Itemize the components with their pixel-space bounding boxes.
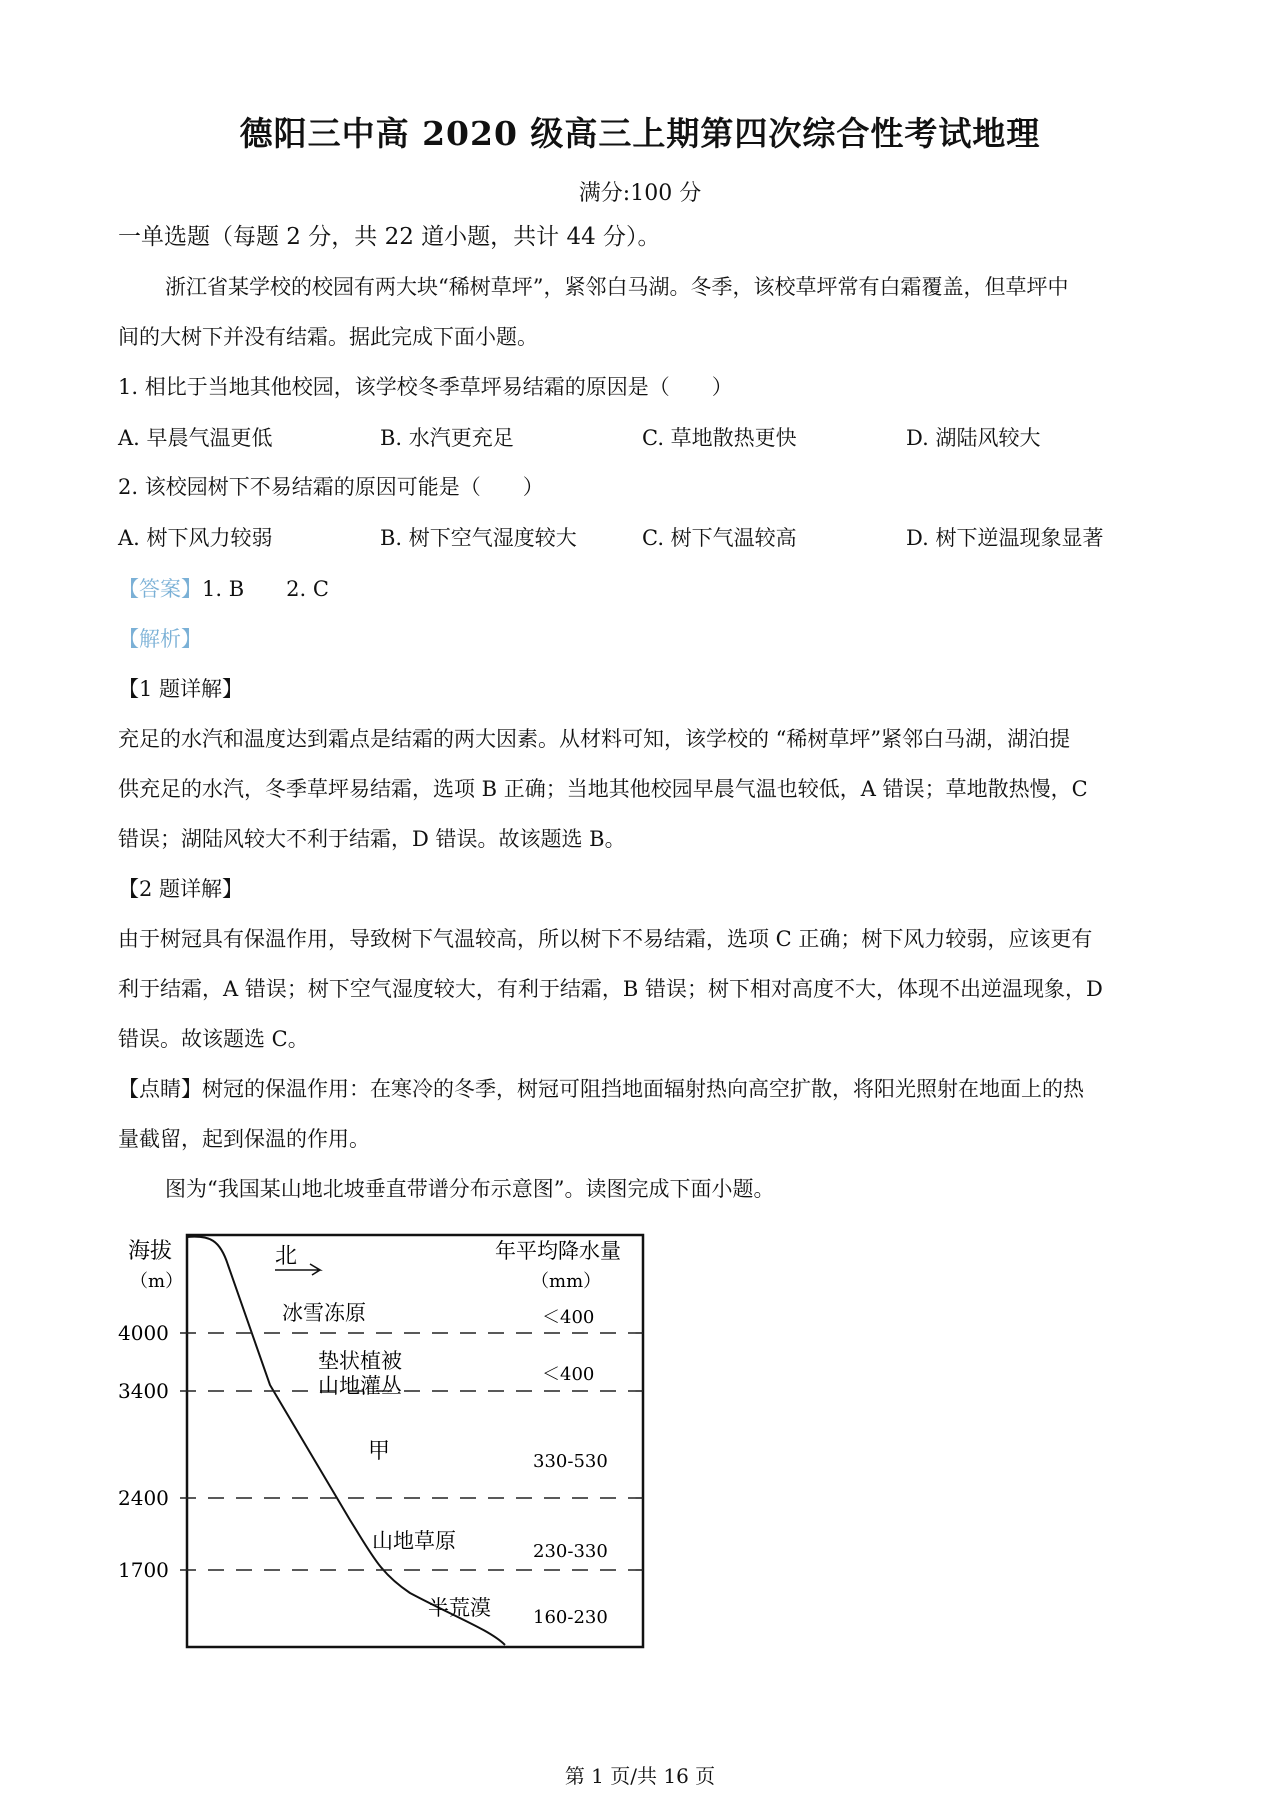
tick-label-3400: 3400 (118, 1379, 169, 1403)
detail-1-line-1: 充足的水汽和温度达到霜点是结霜的两大因素。从材料可知，该学校的 “稀树草坪”紧邻白马湖，湖泊提 (118, 727, 1071, 751)
passage-2: 图为“我国某山地北坡垂直带谱分布示意图”。读图完成下面小题。 (165, 1177, 775, 1201)
tip-tag: 【点睛】 (118, 1077, 202, 1101)
detail-1-line-3: 错误；湖陆风较大不利于结霜，D 错误。故该题选 B。 (118, 827, 626, 851)
detail-2-line-1: 由于树冠具有保温作用，导致树下气温较高，所以树下不易结霜，选项 C 正确；树下风力较弱，应该更有 (118, 927, 1093, 951)
question-1-stem: 1. 相比于当地其他校园，该学校冬季草坪易结霜的原因是（ ） (118, 375, 733, 399)
zone-ice-tundra: 冰雪冻原 (282, 1301, 366, 1325)
vertical-zonation-diagram (110, 1225, 670, 1655)
diagram-frame (187, 1235, 643, 1647)
tip-line-2: 量截留，起到保温的作用。 (118, 1127, 370, 1151)
y-axis-label: 海拔 (128, 1239, 173, 1264)
full-score: 满分:100 分 (578, 181, 702, 206)
question-2-option-b: B. 树下空气湿度较大 (380, 526, 577, 550)
answer-tag: 【答案】 (118, 577, 202, 601)
page-footer: 第 1 页/共 16 页 (564, 1764, 716, 1788)
precip-value-2: ＜400 (542, 1364, 595, 1385)
passage-1-line-2: 间的大树下并没有结霜。据此完成下面小题。 (118, 325, 538, 349)
precip-unit: （mm） (531, 1271, 602, 1292)
detail-2-line-3: 错误。故该题选 C。 (118, 1027, 309, 1051)
detail-1-line-2: 供充足的水汽，冬季草坪易结霜，选项 B 正确；当地其他校园早晨气温也较低，A 错误；草地散热慢，C (118, 777, 1088, 801)
answer-text: 1. B 2. C (202, 577, 329, 601)
question-1-option-a: A. 早晨气温更低 (118, 426, 273, 450)
zone-mountain-steppe: 山地草原 (372, 1529, 456, 1553)
question-2-option-a: A. 树下风力较弱 (118, 526, 273, 550)
zone-mountain-shrub: 山地灌丛 (318, 1374, 402, 1398)
tip-line-1 (118, 1074, 1180, 1104)
question-1-option-c: C. 草地散热更快 (642, 426, 797, 450)
tick-label-1700: 1700 (118, 1558, 169, 1582)
question-2-option-d: D. 树下逆温现象显著 (906, 526, 1104, 550)
zone-cushion-vegetation: 垫状植被 (318, 1349, 402, 1373)
zone-jia: 甲 (368, 1439, 391, 1464)
passage-1-line-1: 浙江省某学校的校园有两大块“稀树草坪”，紧邻白马湖。冬季，该校草坪常有白霜覆盖，但草坪中 (165, 275, 1069, 299)
precip-value-5: 160-230 (533, 1607, 608, 1628)
question-2-option-c: C. 树下气温较高 (642, 526, 797, 550)
detail-2-heading: 【2 题详解】 (118, 877, 244, 901)
question-2-stem: 2. 该校园树下不易结霜的原因可能是（ ） (118, 475, 544, 499)
answer-line (118, 574, 1180, 604)
question-1-option-b: B. 水汽更充足 (380, 426, 514, 450)
precip-header: 年平均降水量 (495, 1239, 621, 1263)
question-1-option-d: D. 湖陆风较大 (906, 426, 1041, 450)
north-label: 北 (275, 1244, 298, 1269)
y-axis-unit: （m） (130, 1271, 184, 1292)
detail-2-line-2: 利于结霜，A 错误；树下空气湿度较大，有利于结霜，B 错误；树下相对高度不大，体现不出逆温现象，D (118, 977, 1103, 1001)
precip-value-3: 330-530 (533, 1451, 608, 1472)
tick-label-2400: 2400 (118, 1486, 169, 1510)
detail-1-heading: 【1 题详解】 (118, 677, 244, 701)
page-title: 德阳三中高 2020 级高三上期第四次综合性考试地理 (239, 114, 1041, 153)
tip-text-1: 树冠的保温作用：在寒冷的冬季，树冠可阻挡地面辐射热向高空扩散，将阳光照射在地面上的热 (202, 1077, 1084, 1101)
section-heading: 一单选题（每题 2 分，共 22 道小题，共计 44 分）。 (118, 224, 661, 250)
slope-profile-line (187, 1237, 505, 1645)
zone-semi-desert: 半荒漠 (428, 1596, 491, 1620)
analysis-tag: 【解析】 (118, 627, 202, 651)
analysis-line (118, 624, 1180, 654)
precip-value-4: 230-330 (533, 1541, 608, 1562)
tick-label-4000: 4000 (118, 1321, 169, 1345)
precip-value-1: ＜400 (542, 1307, 595, 1328)
